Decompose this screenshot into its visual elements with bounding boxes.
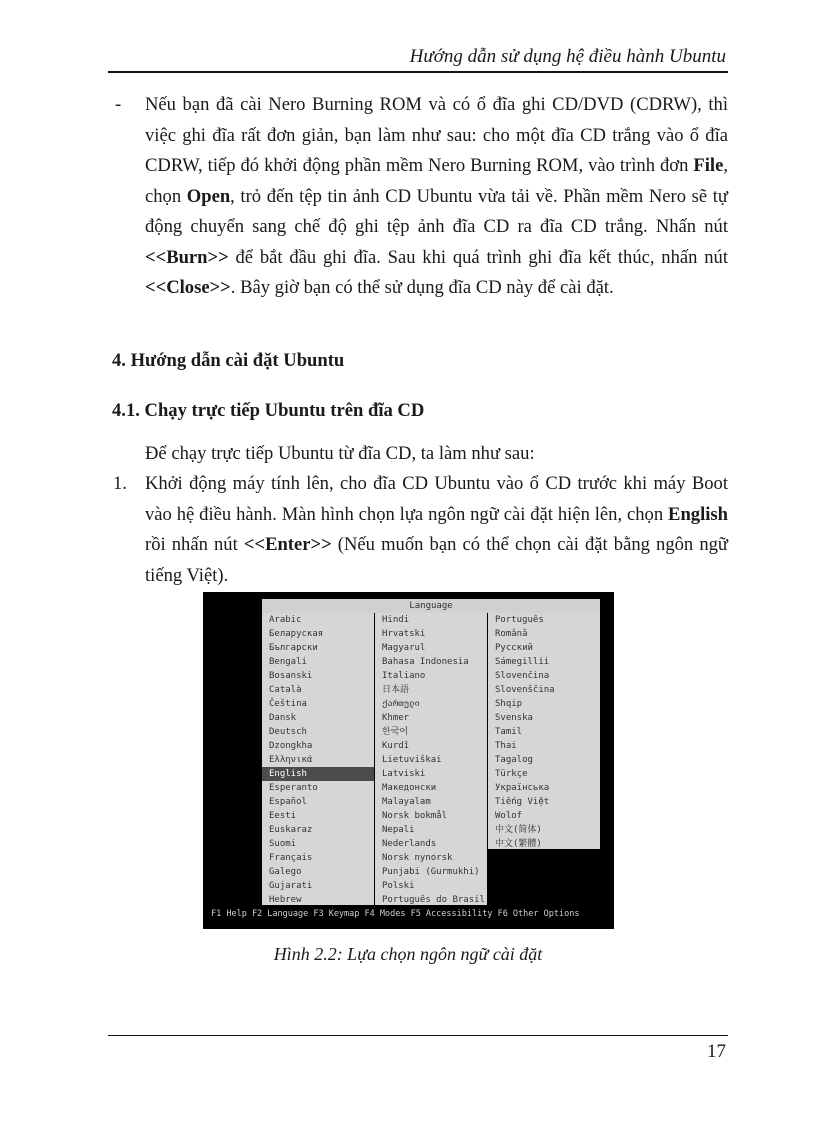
language-option[interactable]: Lietuviškai xyxy=(382,755,442,765)
step-number: 1. xyxy=(113,473,127,494)
language-option[interactable]: Português do Brasil xyxy=(382,895,485,905)
language-option[interactable]: Türkçe xyxy=(495,769,528,779)
language-option[interactable]: Български xyxy=(269,643,318,653)
language-option[interactable]: Deutsch xyxy=(269,727,307,737)
language-option[interactable]: Nepali xyxy=(382,825,415,835)
language-option[interactable]: 한국어 xyxy=(382,727,409,737)
language-option[interactable]: Català xyxy=(269,685,302,695)
language-option[interactable]: English xyxy=(262,767,374,781)
language-option[interactable]: Français xyxy=(269,853,313,863)
language-option[interactable]: Arabic xyxy=(269,615,302,625)
language-option[interactable]: Tagalog xyxy=(495,755,533,765)
function-key-bar: F1 Help F2 Language F3 Keymap F4 Modes F5 Accessibility F6 Other Options xyxy=(211,909,580,919)
nero-paragraph xyxy=(145,90,728,304)
enter-label: <<Enter>> xyxy=(243,534,332,555)
language-option[interactable]: 日本語 xyxy=(382,685,410,695)
step-text: Khởi động máy tính lên, cho đĩa CD Ubuntu vào ổ CD trước khi máy Boot vào hệ điều hành. Màn hình chọn lựa ngôn ngữ cài đặt hiện lên, chọn xyxy=(145,473,728,525)
page-number: 17 xyxy=(707,1041,726,1062)
language-option[interactable]: Українська xyxy=(495,783,550,793)
english-label: English xyxy=(668,503,728,525)
language-option[interactable]: Dansk xyxy=(269,713,297,723)
language-option[interactable]: Ελληνικά xyxy=(269,755,313,765)
language-option[interactable]: Русский xyxy=(495,643,533,653)
language-option[interactable]: Slovenščina xyxy=(495,685,555,695)
language-menu-screenshot xyxy=(203,592,614,929)
language-option[interactable]: Norsk nynorsk xyxy=(382,853,453,863)
language-option[interactable]: Eesti xyxy=(269,811,297,821)
para-text: , chọn xyxy=(145,155,728,207)
language-column-1 xyxy=(262,613,374,905)
para-text: Nếu bạn đã cài Nero Burning ROM và có ổ đĩa ghi CD/DVD (CDRW), thì việc ghi đĩa rất đơn giản, bạn làm như sau: cho một đĩa CD trắng vào ổ đĩa CDRW, tiếp đó khởi động phần mềm Nero Burning ROM, vào trình đơn xyxy=(145,94,728,176)
language-option[interactable]: Español xyxy=(269,797,307,807)
language-option[interactable]: Latviski xyxy=(382,769,426,779)
para-text: để bắt đầu ghi đĩa. Sau khi quá trình ghi đĩa kết thúc, nhấn nút xyxy=(228,246,728,268)
language-option[interactable]: Hindi xyxy=(382,615,410,625)
language-option[interactable]: Thai xyxy=(495,741,517,751)
language-option[interactable]: Dzongkha xyxy=(269,741,313,751)
step-text: rồi nhấn nút xyxy=(145,534,244,555)
language-option[interactable]: ქართული xyxy=(382,699,420,709)
language-option[interactable]: Polski xyxy=(382,881,415,891)
bullet-dash: - xyxy=(115,94,122,115)
intro-line: Để chạy trực tiếp Ubuntu từ đĩa CD, ta làm như sau: xyxy=(145,443,535,464)
language-option[interactable]: 中文(简体) xyxy=(495,825,542,835)
language-option[interactable]: Kurdî xyxy=(382,741,410,751)
language-menu-title: Language xyxy=(262,599,600,613)
language-option[interactable]: Suomi xyxy=(269,839,297,849)
language-option[interactable]: Wolof xyxy=(495,811,523,821)
section-heading: 4. Hướng dẫn cài đặt Ubuntu xyxy=(112,350,345,371)
language-option[interactable]: Euskaraz xyxy=(269,825,313,835)
language-option[interactable]: Português xyxy=(495,615,544,625)
language-option[interactable]: Tiếng Việt xyxy=(495,797,550,807)
language-option[interactable]: Malayalam xyxy=(382,797,431,807)
language-option[interactable]: Khmer xyxy=(382,713,410,723)
language-option[interactable]: Беларуская xyxy=(269,629,324,639)
language-option[interactable]: Magyarul xyxy=(382,643,426,653)
language-option[interactable]: Nederlands xyxy=(382,839,437,849)
language-option[interactable]: Italiano xyxy=(382,671,426,681)
language-option[interactable]: Română xyxy=(495,629,528,639)
language-option[interactable]: Galego xyxy=(269,867,302,877)
footer-rule xyxy=(108,1035,728,1036)
language-option[interactable]: 中文(繁體) xyxy=(495,839,542,849)
language-option[interactable]: Gujarati xyxy=(269,881,313,891)
step-1-text xyxy=(145,469,728,591)
running-header: Hướng dẫn sử dụng hệ điều hành Ubuntu xyxy=(409,46,726,67)
figure-caption: Hình 2.2: Lựa chọn ngôn ngữ cài đặt xyxy=(273,944,543,964)
language-option[interactable]: Hrvatski xyxy=(382,629,426,639)
language-option[interactable]: Punjabi (Gurmukhi) xyxy=(382,867,480,877)
language-option[interactable]: Bengali xyxy=(269,657,307,667)
header-rule xyxy=(108,71,728,73)
language-option[interactable]: Čeština xyxy=(269,699,307,709)
language-column-3 xyxy=(488,613,600,849)
language-option[interactable]: Македонски xyxy=(382,783,437,793)
open-menu-label: Open xyxy=(186,185,231,207)
step-text: (Nếu muốn bạn có thể chọn cài đặt bằng ngôn ngữ tiếng Việt). xyxy=(145,534,728,586)
language-option[interactable]: Slovenčina xyxy=(495,671,550,681)
para-text: . Bây giờ bạn có thể sử dụng đĩa CD này để cài đặt. xyxy=(230,277,614,298)
file-menu-label: File xyxy=(693,155,724,176)
language-option[interactable]: Hebrew xyxy=(269,895,302,905)
close-button-label: <<Close>> xyxy=(145,277,231,298)
language-column-2 xyxy=(375,613,487,905)
language-option[interactable]: Bahasa Indonesia xyxy=(382,657,469,667)
language-option[interactable]: Bosanski xyxy=(269,671,313,681)
language-option[interactable]: Esperanto xyxy=(269,783,318,793)
burn-button-label: <<Burn>> xyxy=(145,246,229,268)
subsection-heading: 4.1. Chạy trực tiếp Ubuntu trên đĩa CD xyxy=(112,400,425,421)
language-option[interactable]: Sámegillii xyxy=(495,657,550,667)
language-option[interactable]: Norsk bokmål xyxy=(382,811,448,821)
para-text: , trỏ đến tệp tin ảnh CD Ubuntu vừa tải về. Phần mềm Nero sẽ tự động chuyển sang chế độ ghi tệp ảnh đĩa CD ra đĩa CD trắng. Nhấn nút xyxy=(145,185,729,237)
language-option[interactable]: Tamil xyxy=(495,727,523,737)
language-option[interactable]: Shqip xyxy=(495,699,523,709)
language-option[interactable]: Svenska xyxy=(495,713,533,723)
